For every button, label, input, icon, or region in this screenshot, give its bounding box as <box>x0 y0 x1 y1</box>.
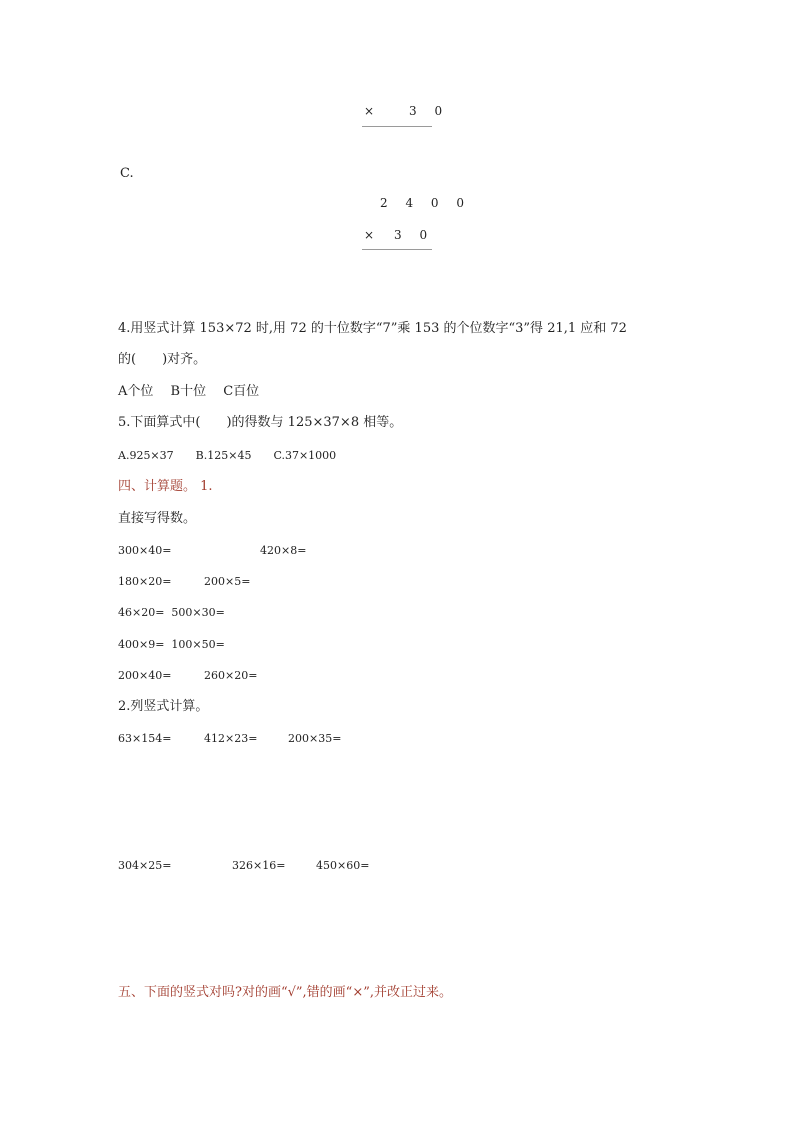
question-4-text: 4.用竖式计算 153×72 时,用 72 的十位数字“7”乘 153 的个位数字“3”得 21,1 应和 72 <box>118 321 627 336</box>
multiplier: 3 0 <box>409 104 450 118</box>
direct-calc-item: 400×9= 100×50= <box>118 638 225 651</box>
direct-calc-item: 200×40= <box>118 669 172 682</box>
direct-calc-item: 420×8= <box>260 544 307 557</box>
direct-calc-item: 46×20= 500×30= <box>118 606 225 619</box>
vertical-calc-item: 200×35= <box>288 732 342 745</box>
question-5-options: A.925×37 B.125×45 C.37×1000 <box>118 449 337 462</box>
direct-calc-item: 260×20= <box>204 669 258 682</box>
vertical-calc-title: 2.列竖式计算。 <box>118 699 209 714</box>
vertical-calc-item: 63×154= <box>118 732 172 745</box>
multiply-sign: × <box>364 104 382 118</box>
direct-calc-item: 180×20= <box>118 575 172 588</box>
vertical-calc-item: 304×25= <box>118 859 172 872</box>
direct-calc-item: 200×5= <box>204 575 251 588</box>
calc-rule <box>362 249 432 250</box>
question-5-text: 5.下面算式中( )的得数与 125×37×8 相等。 <box>118 415 403 430</box>
multiplicand: 2 4 0 0 <box>380 196 471 210</box>
question-4-text-cont: 的( )对齐。 <box>118 352 207 367</box>
direct-calc-item: 300×40= <box>118 544 172 557</box>
vertical-calc-item: 412×23= <box>204 732 258 745</box>
vertical-calc-item: 450×60= <box>316 859 370 872</box>
question-4-options: A个位 B十位 C百位 <box>118 384 260 399</box>
multiplier: 3 0 <box>394 228 435 242</box>
section-4-heading: 四、计算题。 1. <box>118 479 213 494</box>
direct-calc-title: 直接写得数。 <box>118 511 197 526</box>
calc-rule <box>362 126 432 127</box>
option-c-label: C. <box>120 166 134 181</box>
vertical-calc-item: 326×16= <box>232 859 286 872</box>
multiply-sign: × <box>364 228 382 242</box>
section-5-heading: 五、下面的竖式对吗?对的画“√”,错的画“×”,并改正过来。 <box>118 985 452 1000</box>
